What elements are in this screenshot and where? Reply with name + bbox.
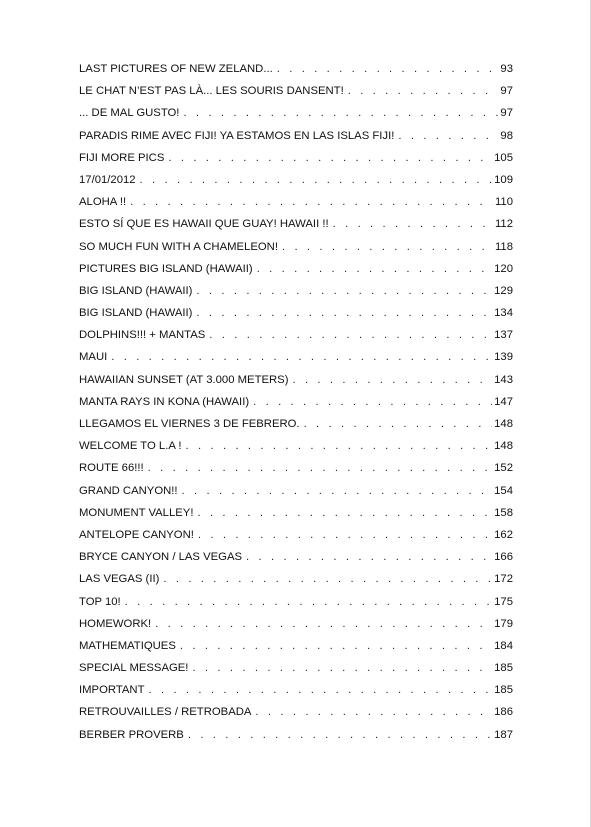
toc-entry[interactable] — [79, 107, 513, 129]
toc-entry-title: BIG ISLAND (HAWAII) — [79, 284, 193, 297]
toc-entry[interactable] — [79, 196, 513, 218]
toc-entry-page-number: 154 — [494, 484, 513, 497]
toc-dot-leader — [196, 285, 492, 297]
toc-entry-title: BERBER PROVERB — [79, 728, 184, 741]
toc-entry[interactable] — [79, 241, 513, 263]
toc-entry-title: MATHEMATIQUES — [79, 639, 176, 652]
toc-entry[interactable] — [79, 462, 513, 484]
toc-entry-title: ANTELOPE CANYON! — [79, 528, 194, 541]
toc-entry-page-number: 158 — [494, 506, 513, 519]
toc-entry-title: 17/01/2012 — [79, 173, 136, 186]
toc-entry-title: BRYCE CANYON / LAS VEGAS — [79, 551, 243, 564]
toc-entry[interactable] — [79, 440, 513, 462]
toc-dot-leader — [148, 462, 492, 474]
toc-entry[interactable] — [79, 374, 513, 396]
toc-entry-title: SPECIAL MESSAGE! — [79, 662, 189, 675]
toc-dot-leader — [398, 130, 498, 142]
toc-entry-page-number: 175 — [494, 595, 513, 608]
toc-entry[interactable] — [79, 729, 513, 751]
toc-dot-leader — [348, 85, 499, 97]
toc-dot-leader — [304, 418, 493, 430]
toc-entry-page-number: 93 — [500, 63, 513, 75]
toc-entry[interactable] — [79, 85, 513, 107]
toc-dot-leader — [111, 351, 492, 363]
toc-entry-page-number: 110 — [494, 196, 513, 209]
toc-entry-title: SO MUCH FUN WITH A CHAMELEON! — [79, 240, 278, 253]
toc-entry-title: LAS VEGAS (II) — [79, 573, 160, 586]
toc-entry-title: MANTA RAYS IN KONA (HAWAII) — [79, 395, 250, 408]
toc-entry[interactable] — [79, 307, 513, 329]
toc-entry[interactable] — [79, 662, 513, 684]
toc-entry-page-number: 172 — [494, 573, 513, 586]
toc-dot-leader — [155, 618, 492, 630]
toc-entry-page-number: 143 — [494, 373, 513, 386]
toc-entry[interactable] — [79, 485, 513, 507]
toc-entry-page-number: 166 — [494, 551, 513, 564]
toc-entry-page-number: 147 — [494, 395, 513, 408]
toc-entry[interactable] — [79, 285, 513, 307]
toc-dot-leader — [246, 551, 492, 563]
toc-entry-page-number: 118 — [494, 240, 513, 253]
table-of-contents — [79, 63, 513, 751]
toc-entry-page-number: 184 — [494, 639, 513, 652]
toc-entry[interactable] — [79, 263, 513, 285]
toc-entry-page-number: 109 — [494, 173, 513, 186]
toc-dot-leader — [277, 63, 499, 75]
toc-dot-leader — [255, 706, 492, 718]
toc-entry[interactable] — [79, 706, 513, 728]
toc-entry-page-number: 98 — [500, 129, 513, 142]
toc-entry-page-number: 120 — [494, 262, 513, 275]
toc-entry[interactable] — [79, 418, 513, 440]
toc-dot-leader — [188, 729, 492, 741]
toc-entry-page-number: 185 — [494, 662, 513, 675]
toc-entry[interactable] — [79, 63, 513, 85]
toc-entry[interactable] — [79, 507, 513, 529]
toc-entry-page-number: 105 — [494, 151, 513, 164]
toc-entry-title: PICTURES BIG ISLAND (HAWAII) — [79, 262, 253, 275]
toc-entry-page-number: 162 — [494, 528, 513, 541]
toc-dot-leader — [168, 152, 492, 164]
toc-dot-leader — [183, 107, 498, 119]
toc-dot-leader — [130, 196, 493, 208]
toc-entry[interactable] — [79, 529, 513, 551]
toc-entry[interactable] — [79, 130, 513, 152]
toc-entry-title: MAUI — [79, 351, 108, 364]
toc-entry-title: MONUMENT VALLEY! — [79, 506, 194, 519]
toc-entry[interactable] — [79, 551, 513, 573]
toc-dot-leader — [148, 684, 492, 696]
toc-dot-leader — [292, 374, 492, 386]
toc-entry-title: PARADIS RIME AVEC FIJI! YA ESTAMOS EN LAS ISLAS FIJI! — [79, 129, 395, 142]
toc-dot-leader — [197, 507, 492, 519]
toc-entry-page-number: 129 — [494, 284, 513, 297]
toc-entry[interactable] — [79, 152, 513, 174]
toc-entry[interactable] — [79, 684, 513, 706]
toc-entry-page-number: 112 — [494, 218, 513, 231]
toc-entry-page-number: 187 — [494, 728, 513, 741]
toc-dot-leader — [209, 329, 492, 341]
toc-entry-title: ESTO SÍ QUE ES HAWAII QUE GUAY! HAWAII !! — [79, 218, 329, 231]
toc-entry-page-number: 185 — [494, 684, 513, 697]
toc-entry-title: HOMEWORK! — [79, 617, 152, 630]
toc-entry-page-number: 97 — [500, 85, 513, 98]
toc-entry-title: LE CHAT N’EST PAS LÀ... LES SOURIS DANSENT! — [79, 85, 344, 98]
toc-entry-title: HAWAIIAN SUNSET (AT 3.000 METERS) — [79, 373, 289, 386]
toc-entry[interactable] — [79, 396, 513, 418]
toc-entry[interactable] — [79, 596, 513, 618]
toc-dot-leader — [253, 396, 492, 408]
toc-entry-page-number: 148 — [494, 418, 513, 430]
toc-entry[interactable] — [79, 174, 513, 196]
toc-entry[interactable] — [79, 351, 513, 373]
toc-entry-page-number: 137 — [494, 329, 513, 342]
toc-entry-title: BIG ISLAND (HAWAII) — [79, 307, 193, 320]
toc-dot-leader — [282, 241, 493, 253]
toc-entry-title: ALOHA !! — [79, 196, 127, 209]
toc-entry-title: GRAND CANYON!! — [79, 484, 178, 497]
toc-entry-title: LLEGAMOS EL VIERNES 3 DE FEBRERO. — [79, 418, 300, 430]
toc-dot-leader — [182, 485, 493, 497]
toc-entry-page-number: 139 — [494, 351, 513, 364]
toc-entry-page-number: 186 — [494, 706, 513, 719]
toc-dot-leader — [163, 573, 492, 585]
toc-dot-leader — [192, 662, 492, 674]
toc-dot-leader — [180, 640, 492, 652]
toc-entry-title: ROUTE 66!!! — [79, 462, 144, 475]
toc-entry-title: DOLPHINS!!! + MANTAS — [79, 329, 206, 342]
toc-entry-page-number: 148 — [494, 440, 513, 453]
toc-dot-leader — [140, 174, 493, 186]
toc-dot-leader — [186, 440, 493, 452]
toc-entry-page-number: 134 — [494, 307, 513, 320]
toc-dot-leader — [333, 218, 493, 230]
toc-entry[interactable] — [79, 618, 513, 640]
toc-entry[interactable] — [79, 329, 513, 351]
toc-entry-title: LAST PICTURES OF NEW ZELAND... — [79, 63, 273, 75]
toc-entry-title: FIJI MORE PICS — [79, 151, 165, 164]
toc-entry-page-number: 97 — [500, 107, 513, 120]
toc-entry[interactable] — [79, 640, 513, 662]
toc-entry[interactable] — [79, 573, 513, 595]
toc-entry-title: ... DE MAL GUSTO! — [79, 107, 180, 120]
toc-dot-leader — [196, 307, 492, 319]
toc-dot-leader — [257, 263, 492, 275]
toc-entry[interactable] — [79, 218, 513, 240]
toc-entry-page-number: 179 — [494, 617, 513, 630]
toc-entry-title: IMPORTANT — [79, 684, 145, 697]
toc-dot-leader — [125, 596, 492, 608]
toc-entry-title: TOP 10! — [79, 595, 121, 608]
toc-dot-leader — [198, 529, 492, 541]
toc-entry-title: WELCOME TO L.A ! — [79, 440, 182, 453]
toc-entry-page-number: 152 — [494, 462, 513, 475]
toc-entry-title: RETROUVAILLES / RETROBADA — [79, 706, 252, 719]
